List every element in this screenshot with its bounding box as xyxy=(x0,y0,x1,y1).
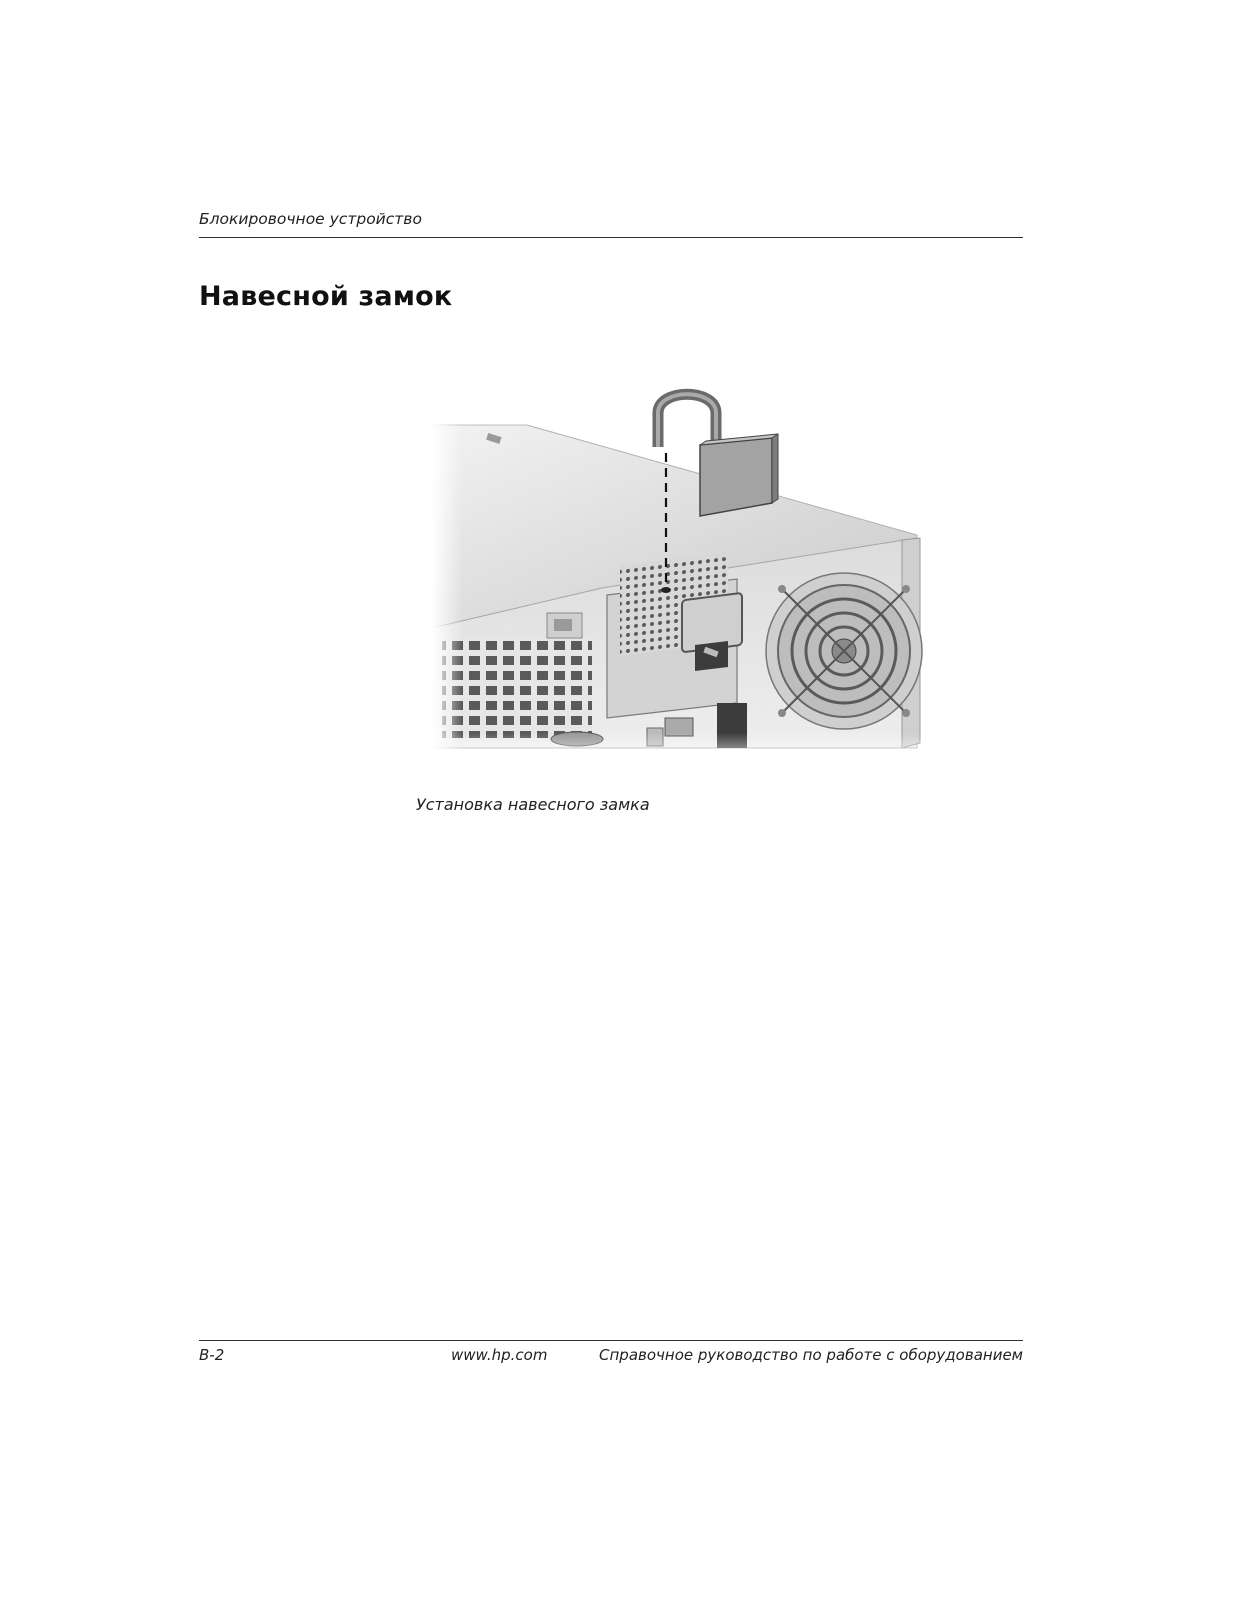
running-header: Блокировочное устройство xyxy=(199,210,422,228)
header-divider xyxy=(199,237,1023,238)
padlock-installation-figure xyxy=(432,383,932,773)
footer-page-number: В-2 xyxy=(199,1346,225,1364)
footer-divider xyxy=(199,1340,1023,1341)
figure-caption: Установка навесного замка xyxy=(416,795,650,814)
padlock-illustration-icon xyxy=(432,383,932,773)
footer-website: www.hp.com xyxy=(451,1346,548,1364)
footer-document-title: Справочное руководство по работе с оборудованием xyxy=(599,1346,1023,1364)
section-title: Навесной замок xyxy=(199,281,453,312)
